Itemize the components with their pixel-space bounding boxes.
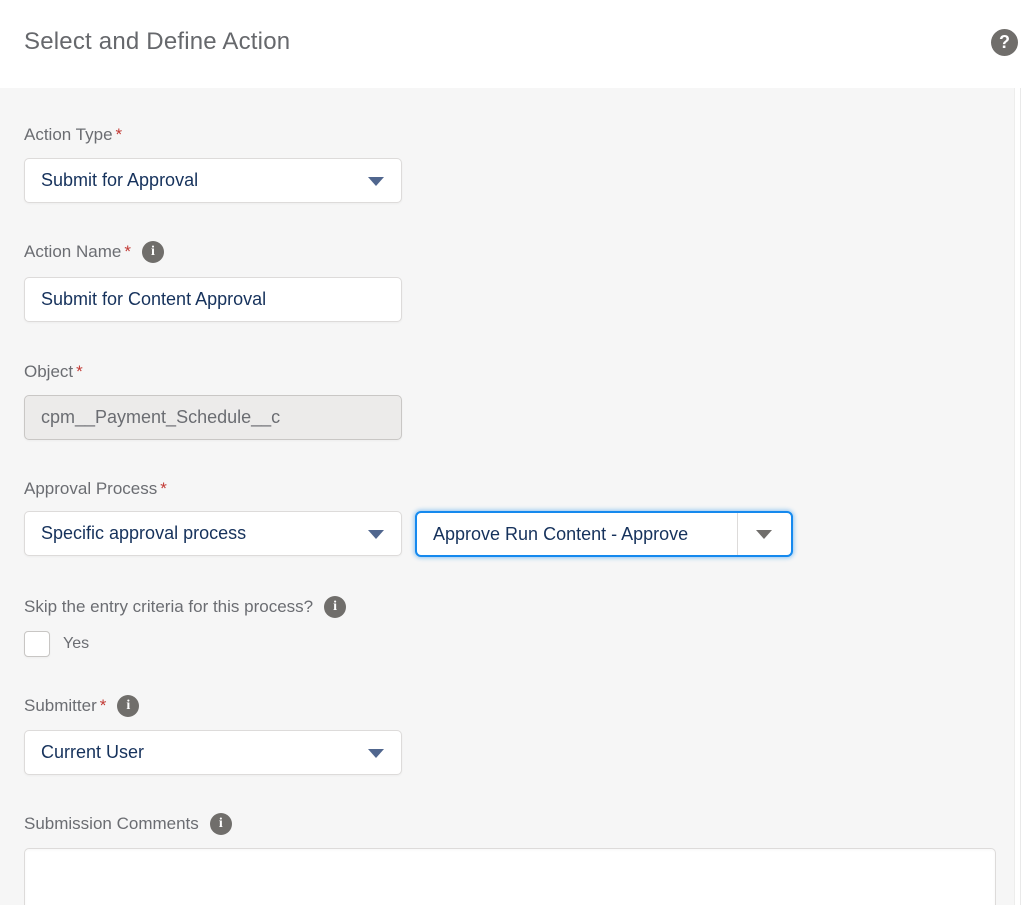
approval-process-combobox[interactable] xyxy=(415,511,793,557)
approval-process-value: Approve Run Content - Approve xyxy=(433,523,689,544)
skip-yes-checkbox[interactable] xyxy=(24,631,50,657)
action-name-value: Submit for Content Approval xyxy=(41,289,267,309)
approval-mode-value: Specific approval process xyxy=(41,523,247,543)
info-icon[interactable]: i xyxy=(117,695,139,717)
required-asterisk: * xyxy=(76,362,83,381)
action-name-label-text: Action Name xyxy=(24,242,122,261)
approval-process-text-zone xyxy=(417,513,737,555)
submitter-select[interactable] xyxy=(24,730,402,775)
required-asterisk: * xyxy=(99,696,107,715)
submitter-label xyxy=(24,695,1014,717)
chevron-down-icon xyxy=(756,530,772,539)
action-type-value: Submit for Approval xyxy=(41,170,199,190)
object-field-disabled xyxy=(24,395,402,440)
form-panel xyxy=(0,88,1014,905)
chevron-down-icon xyxy=(368,530,384,539)
right-scroll-gutter xyxy=(1014,88,1024,905)
action-name-label xyxy=(24,241,1014,263)
skip-question-label xyxy=(24,596,1014,618)
object-value: cpm__Payment_Schedule__c xyxy=(41,407,281,427)
header xyxy=(0,0,1024,88)
submission-comments-label xyxy=(24,813,1014,835)
checkbox-label: Yes xyxy=(63,635,90,652)
submission-comments-textarea[interactable] xyxy=(24,848,996,905)
submitter-value: Current User xyxy=(41,742,145,762)
gutter-line xyxy=(1020,88,1021,905)
page-title: Select and Define Action xyxy=(24,28,291,55)
approval-process-label-text: Approval Process xyxy=(24,479,158,498)
info-icon[interactable]: i xyxy=(142,241,164,263)
info-icon[interactable]: i xyxy=(324,596,346,618)
action-type-label-text: Action Type xyxy=(24,125,113,144)
required-asterisk: * xyxy=(160,479,167,498)
required-asterisk: * xyxy=(124,242,131,261)
required-asterisk: * xyxy=(115,125,123,144)
approval-mode-select[interactable] xyxy=(24,511,402,556)
submitter-label-text: Submitter xyxy=(24,696,97,715)
object-label xyxy=(24,361,1014,383)
skip-question-text: Skip the entry criteria for this process? xyxy=(24,597,314,616)
action-type-select[interactable] xyxy=(24,158,402,203)
info-icon[interactable]: i xyxy=(210,813,232,835)
skip-checkbox-row xyxy=(24,631,1014,657)
action-type-label xyxy=(24,124,1014,146)
approval-process-label xyxy=(24,478,1014,500)
approval-process-caret-zone[interactable] xyxy=(737,513,791,555)
action-name-field[interactable] xyxy=(24,277,402,322)
chevron-down-icon xyxy=(368,177,384,186)
object-label-text: Object xyxy=(24,362,74,381)
submission-comments-label-text: Submission Comments xyxy=(24,814,199,833)
chevron-down-icon xyxy=(368,749,384,758)
help-icon[interactable]: ? xyxy=(991,29,1018,56)
